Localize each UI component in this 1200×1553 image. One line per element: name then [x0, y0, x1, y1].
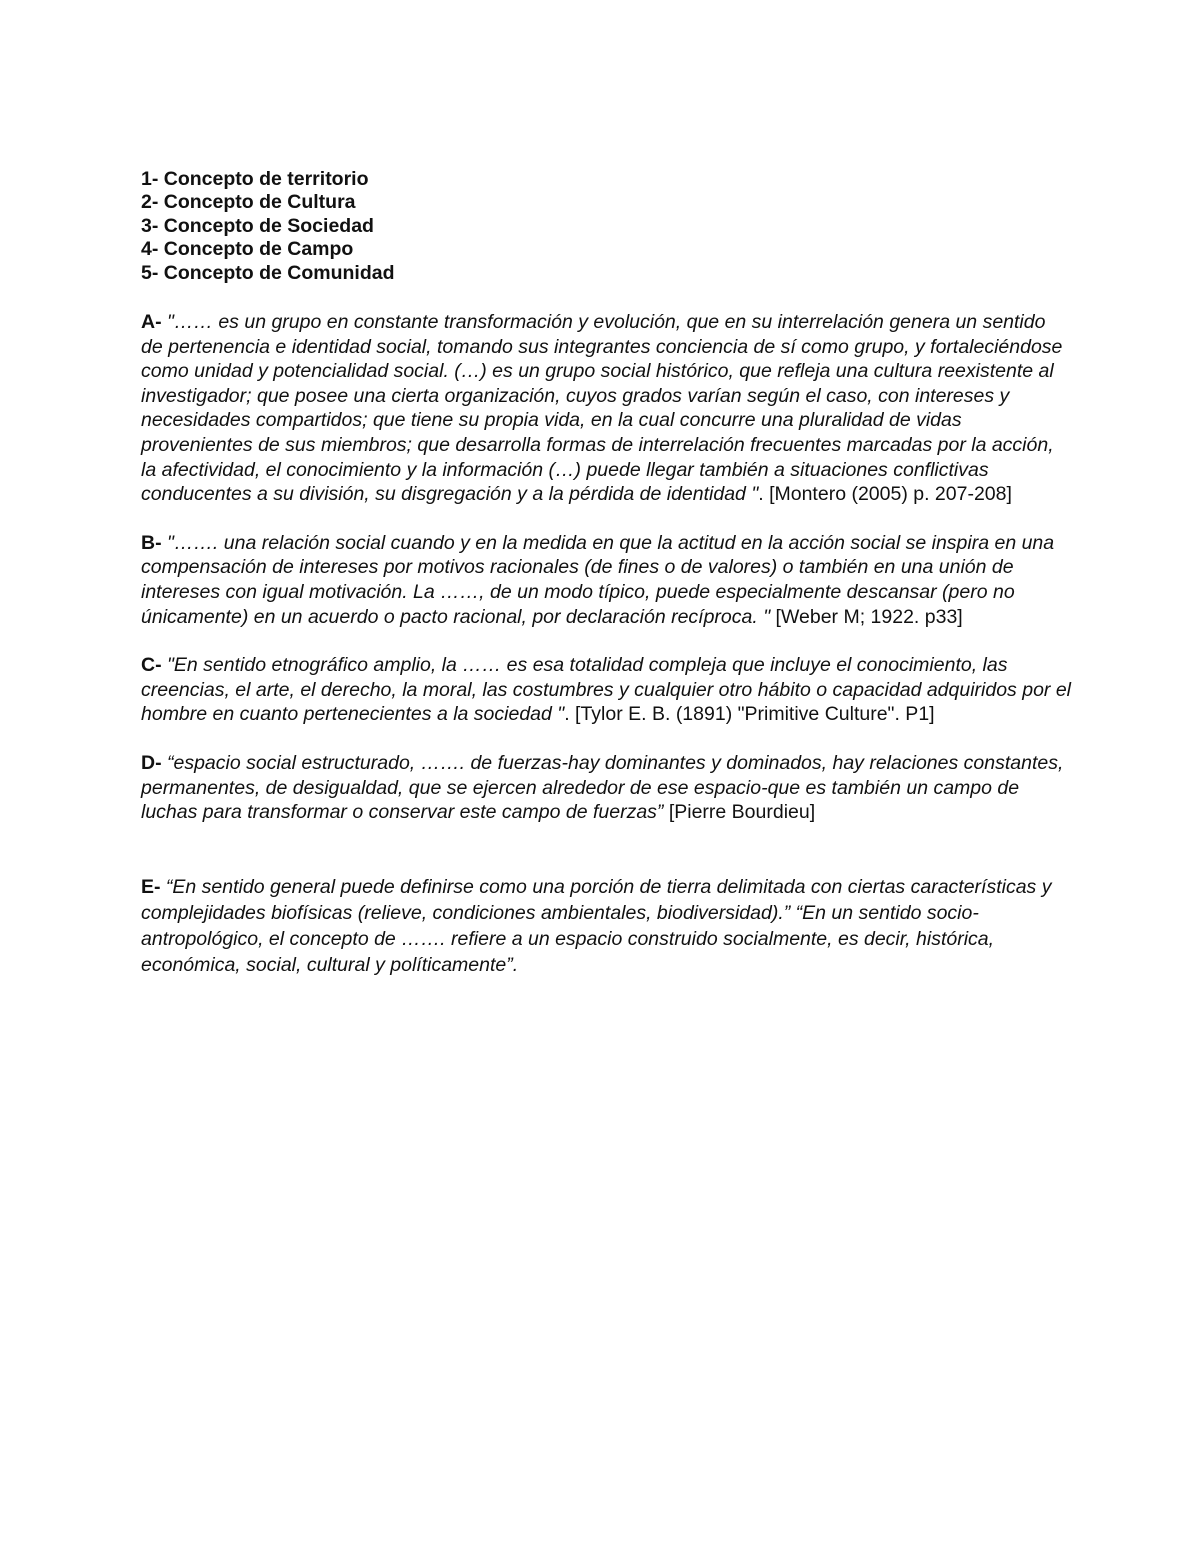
definition-b-quote: "……. una relación social cuando y en la medida en que la actitud en la acción social se inspira en una compensación de intereses por motivos racionales (de fines o de valores) o también en una unión de intereses con igual motivación. La ……, de un modo típico, puede especialmente descansar (pero no únicamente) en un acuerdo o pacto racional, por declaración recíproca. "	[141, 531, 1055, 628]
concept-list	[141, 168, 1071, 285]
document-page	[141, 168, 1071, 978]
definition-c-letter: C-	[141, 654, 162, 677]
definition-b	[141, 531, 1071, 629]
concept-item-5: 5- Concepto de Comunidad	[141, 261, 395, 284]
definition-b-citation: [Weber M; 1922. p33]	[770, 605, 963, 628]
definition-a-citation: . [Montero (2005) p. 207-208]	[758, 483, 1012, 506]
definition-e-quote: “En sentido general puede definirse como una porción de tierra delimitada con ciertas características y complejidades biofísicas (relieve, condiciones ambientales, biodiversidad).” “En un sentido socio-antropológico, el concepto de ……. refiere a un espacio construido socialmente, es decir, histórica, económica, social, cultural y políticamente”.	[141, 875, 1052, 976]
definition-d-quote: “espacio social estructurado, ……. de fuerzas-hay dominantes y dominados, hay relaciones constantes, permanentes, de desigualdad, que se ejercen alrededor de ese espacio-que es también un campo de luchas para transformar o conservar este campo de fuerzas”	[141, 751, 1064, 824]
definition-d	[141, 751, 1071, 825]
definition-c	[141, 653, 1071, 727]
concept-item-1: 1- Concepto de territorio	[141, 168, 369, 190]
concept-item-3: 3- Concepto de Sociedad	[141, 214, 374, 237]
definition-e	[141, 874, 1071, 978]
definition-d-citation: [Pierre Bourdieu]	[663, 801, 816, 824]
definition-b-letter: B-	[141, 531, 162, 554]
definition-a-letter: A-	[141, 311, 162, 334]
definition-a-quote: "…… es un grupo en constante transformación y evolución, que en su interrelación genera un sentido de pertenencia e identidad social, tomando sus integrantes conciencia de sí como grupo, y fortaleciéndose como unidad y potencialidad social. (…) es un grupo social histórico, que refleja una cultura reexistente al investigador; que posee una cierta organización, cuyos grados varían según el caso, con intereses y necesidades compartidos; que tiene su propia vida, en la cual concurre una pluralidad de vidas provenientes de sus miembros; que desarrolla formas de interrelación frecuentes marcadas por la acción, la afectividad, el conocimiento y la información (…) puede llegar también a situaciones conflictivas conducentes a su división, su disgregación y a la pérdida de identidad "	[141, 311, 1063, 506]
concept-item-2: 2- Concepto de Cultura	[141, 191, 356, 214]
definition-a	[141, 310, 1071, 507]
definition-e-letter: E-	[141, 875, 161, 898]
definition-c-citation: . [Tylor E. B. (1891) "Primitive Culture". P1]	[564, 703, 935, 726]
definition-d-letter: D-	[141, 751, 162, 774]
definition-c-quote: "En sentido etnográfico amplio, la …… es esa totalidad compleja que incluye el conocimiento, las creencias, el arte, el derecho, la moral, las costumbres y cualquier otro hábito o capacidad adquiridos por el hombre en cuanto pertenecientes a la sociedad "	[141, 654, 1072, 726]
concept-item-4: 4- Concepto de Campo	[141, 238, 354, 261]
